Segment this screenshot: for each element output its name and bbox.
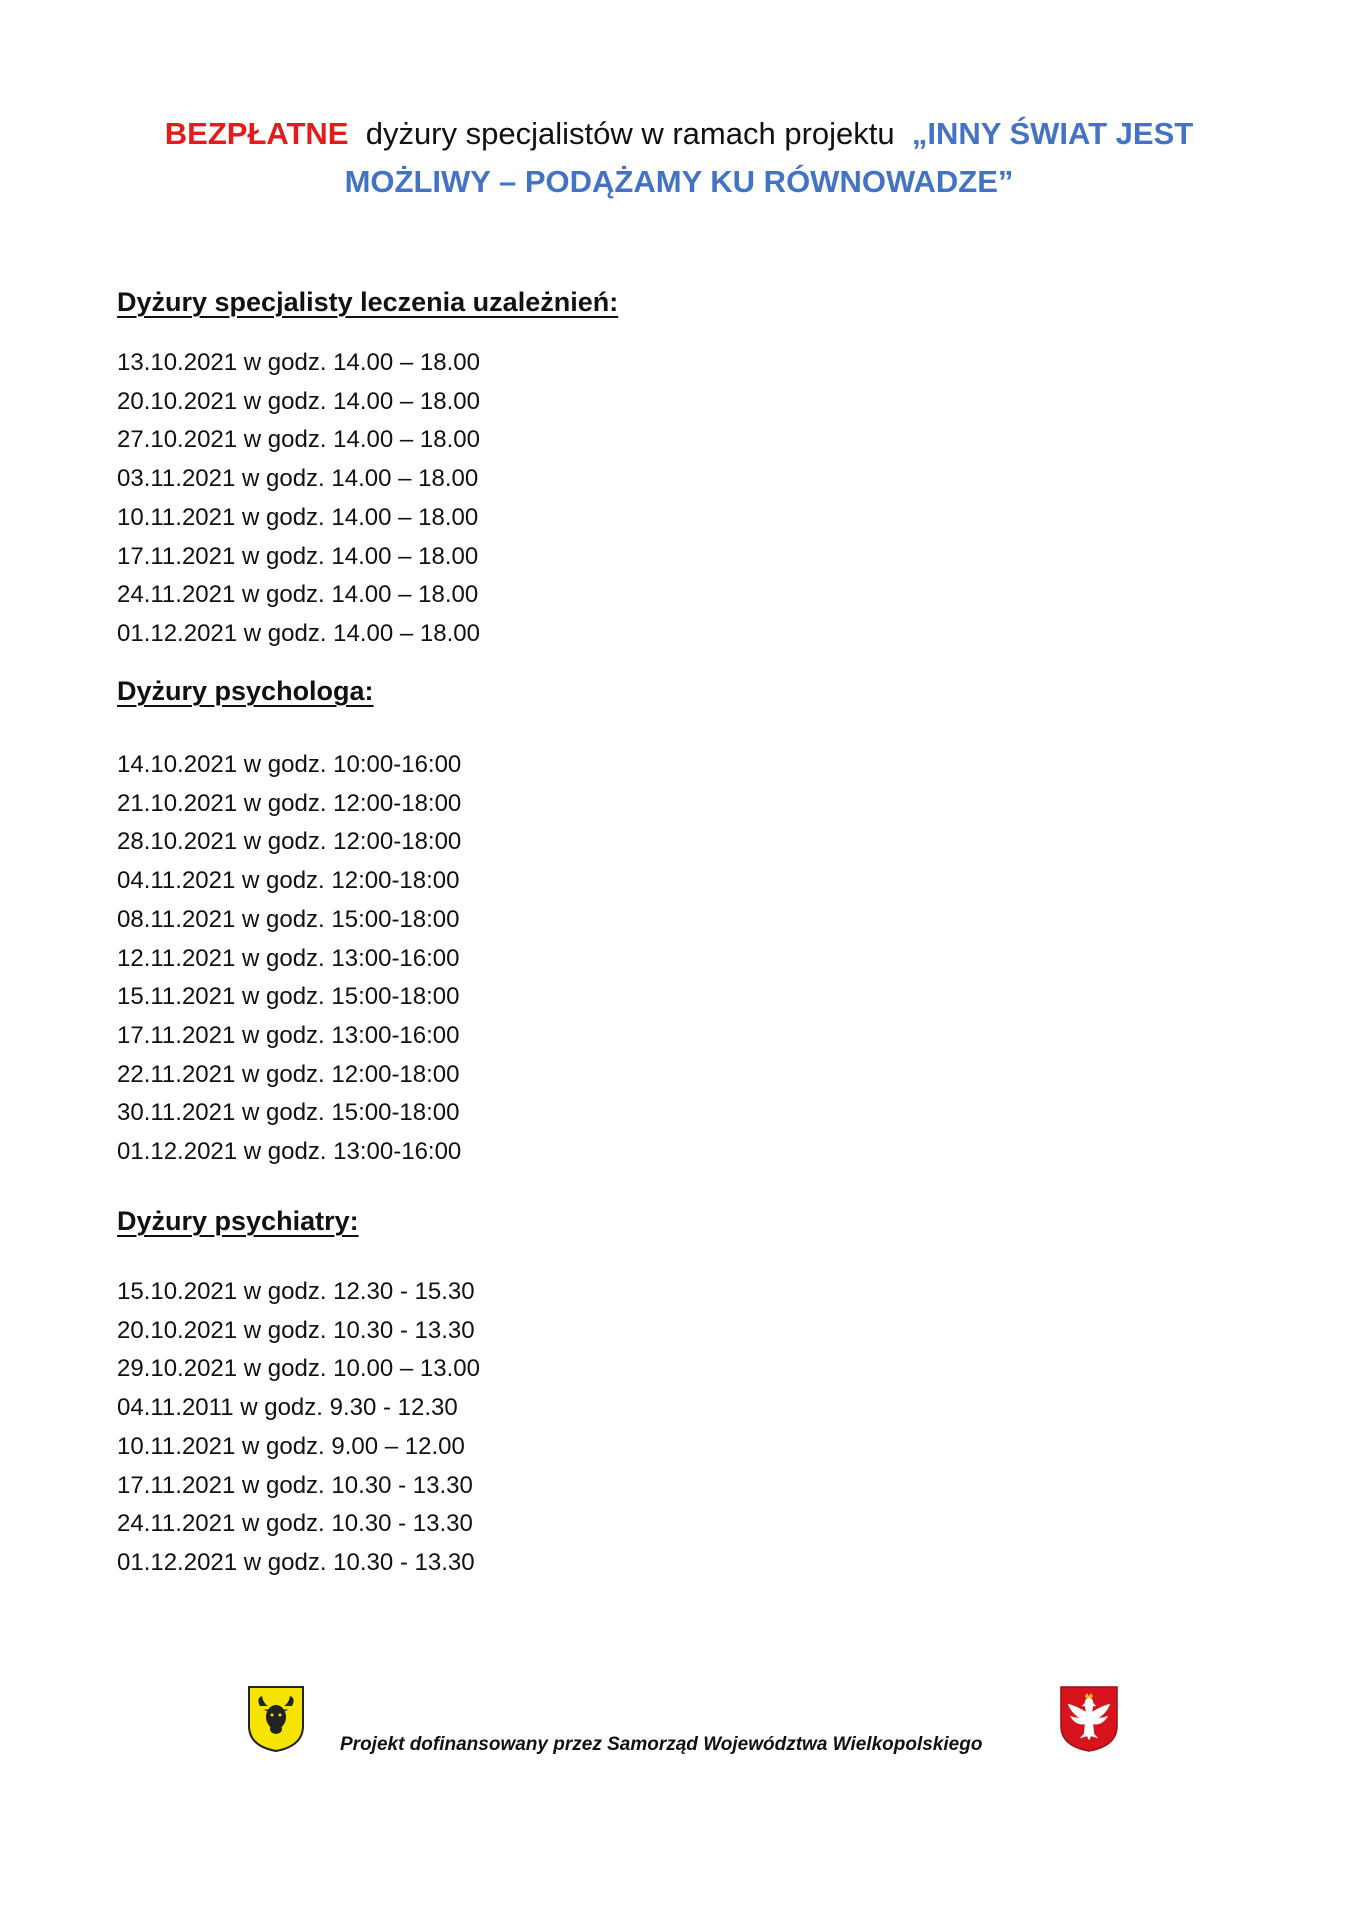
schedule-item: 04.11.2011 w godz. 9.30 - 12.30 [117, 1394, 458, 1422]
schedule-item: 21.10.2021 w godz. 12:00-18:00 [117, 789, 462, 817]
schedule-item: 17.11.2021 w godz. 10.30 - 13.30 [117, 1471, 473, 1499]
schedule-item: 13.10.2021 w godz. 14.00 – 18.00 [117, 349, 480, 376]
schedule-item: 29.10.2021 w godz. 10.00 – 13.00 [117, 1355, 480, 1383]
schedule-item: 08.11.2021 w godz. 15:00-18:00 [117, 905, 460, 933]
schedule-item: 01.12.2021 w godz. 13:00-16:00 [117, 1138, 462, 1166]
title-line-1 [0, 110, 1358, 158]
schedule-item: 04.11.2021 w godz. 12:00-18:00 [117, 867, 460, 895]
schedule-item: 17.11.2021 w godz. 13:00-16:00 [117, 1021, 460, 1049]
addiction-specialist-schedule [117, 344, 480, 654]
psychiatrist-schedule [117, 1273, 480, 1583]
schedule-item: 12.11.2021 w godz. 13:00-16:00 [117, 944, 460, 972]
section-heading-psychologist: Dyżury psychologa: [117, 676, 374, 706]
title-line-2 [0, 158, 1358, 206]
schedule-item: 01.12.2021 w godz. 10.30 - 13.30 [117, 1548, 475, 1576]
title-intro: dyżury specjalistów w ramach projektu [365, 116, 895, 151]
section-heading-addiction-specialist: Dyżury specjalisty leczenia uzależnień: [117, 287, 619, 317]
document-title [0, 110, 1358, 206]
schedule-item: 24.11.2021 w godz. 14.00 – 18.00 [117, 581, 479, 609]
schedule-item: 15.10.2021 w godz. 12.30 - 15.30 [117, 1278, 475, 1305]
white-eagle-crest-icon [1058, 1684, 1120, 1754]
schedule-item: 10.11.2021 w godz. 14.00 – 18.00 [117, 503, 479, 531]
schedule-item: 28.10.2021 w godz. 12:00-18:00 [117, 828, 462, 856]
schedule-item: 03.11.2021 w godz. 14.00 – 18.00 [117, 465, 479, 493]
footer-funding-note: Projekt dofinansowany przez Samorząd Województwa Wielkopolskiego [340, 1734, 983, 1755]
schedule-item: 22.11.2021 w godz. 12:00-18:00 [117, 1060, 460, 1088]
schedule-item: 14.10.2021 w godz. 10:00-16:00 [117, 751, 462, 778]
schedule-item: 27.10.2021 w godz. 14.00 – 18.00 [117, 426, 480, 454]
schedule-item: 20.10.2021 w godz. 14.00 – 18.00 [117, 387, 480, 415]
schedule-item: 24.11.2021 w godz. 10.30 - 13.30 [117, 1510, 473, 1538]
schedule-item: 30.11.2021 w godz. 15:00-18:00 [117, 1099, 460, 1127]
aurochs-crest-icon [246, 1684, 306, 1754]
project-title-part-1: „INNY ŚWIAT JEST [911, 116, 1194, 151]
section-heading-psychiatrist: Dyżury psychiatry: [117, 1206, 359, 1236]
schedule-item: 20.10.2021 w godz. 10.30 - 13.30 [117, 1316, 475, 1344]
schedule-item: 17.11.2021 w godz. 14.00 – 18.00 [117, 542, 479, 570]
free-label: BEZPŁATNE [164, 116, 349, 151]
psychologist-schedule [117, 746, 461, 1172]
schedule-item: 15.11.2021 w godz. 15:00-18:00 [117, 983, 460, 1011]
schedule-item: 01.12.2021 w godz. 14.00 – 18.00 [117, 619, 480, 647]
project-title-part-2: MOŻLIWY – PODĄŻAMY KU RÓWNOWADZE” [344, 164, 1014, 199]
schedule-item: 10.11.2021 w godz. 9.00 – 12.00 [117, 1432, 465, 1460]
